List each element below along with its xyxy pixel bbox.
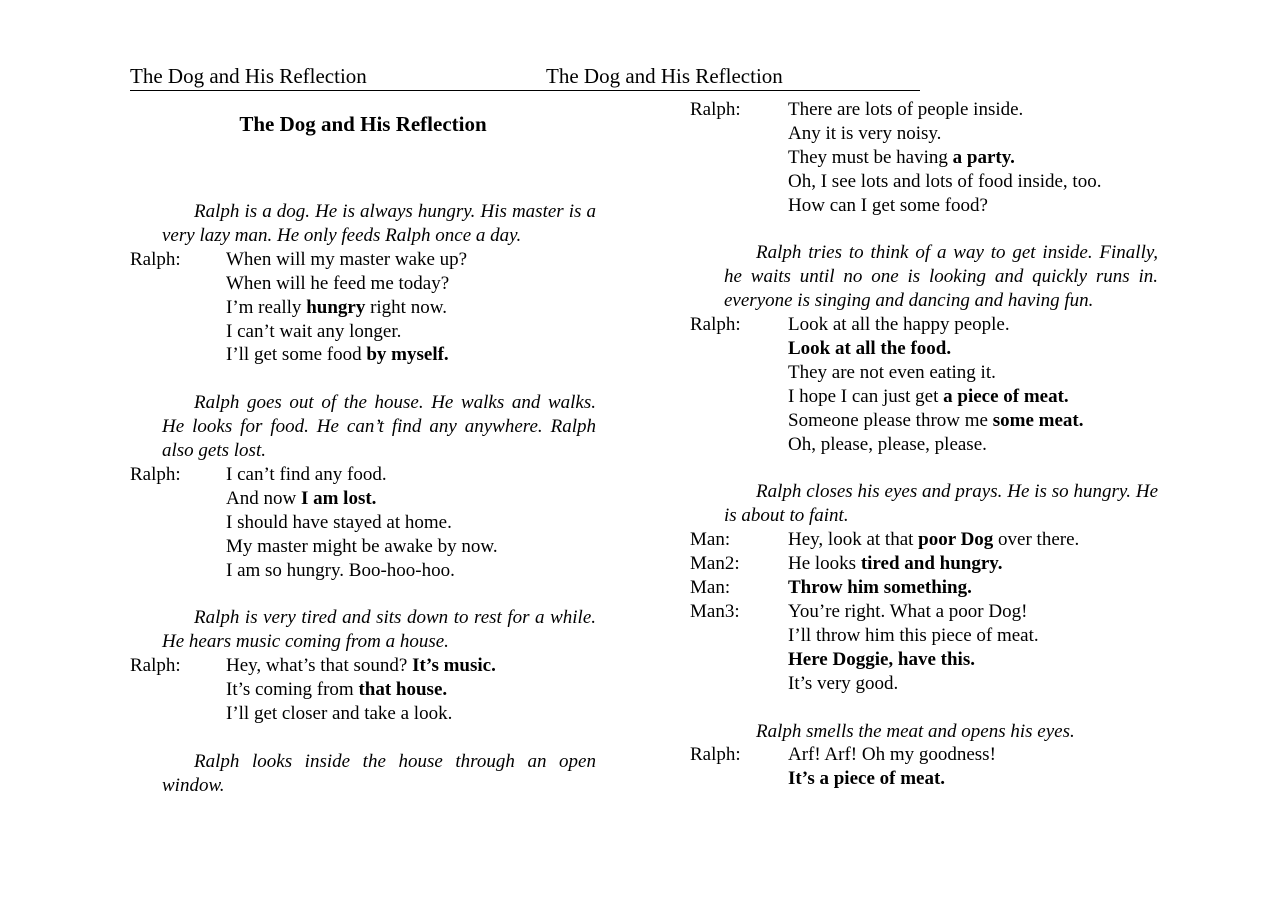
dialogue-line xyxy=(130,463,596,487)
dialogue-line xyxy=(690,361,1158,385)
story-title: The Dog and His Reflection xyxy=(239,112,487,136)
dialogue-text xyxy=(788,170,1101,194)
text-run: It’s coming from xyxy=(226,679,359,701)
speaker-label xyxy=(130,343,226,367)
dialogue-text xyxy=(226,559,455,583)
dialogue-text xyxy=(788,385,1069,409)
speaker-label xyxy=(130,320,226,344)
text-run: Look at all the happy people. xyxy=(788,314,1010,336)
dialogue-text xyxy=(226,320,401,344)
dialogue-block xyxy=(130,248,596,368)
dialogue-line xyxy=(690,146,1158,170)
dialogue-text xyxy=(788,743,996,767)
dialogue-line xyxy=(130,511,596,535)
text-run: When will my master wake up? xyxy=(226,248,468,270)
text-run: I can’t find any food. xyxy=(226,463,387,485)
dialogue-text xyxy=(788,528,1079,552)
speaker-label xyxy=(130,702,226,726)
dialogue-text xyxy=(788,194,988,218)
dialogue-block xyxy=(690,313,1158,456)
text-run: And now xyxy=(226,487,301,509)
speaker-label xyxy=(690,433,788,457)
speaker-label xyxy=(690,146,788,170)
dialogue-text xyxy=(226,487,376,511)
dialogue-line xyxy=(690,672,1158,696)
narration-paragraph: Ralph is very tired and sits down to rest for a while. He hears music coming from a house. xyxy=(162,607,596,653)
dialogue-text xyxy=(226,511,452,535)
text-run: I am so hungry. Boo-hoo-hoo. xyxy=(226,559,455,581)
dialogue-text xyxy=(788,409,1083,433)
dialogue-text xyxy=(226,296,447,320)
text-run: I should have stayed at home. xyxy=(226,511,452,533)
dialogue-line xyxy=(690,98,1158,122)
bold-phrase: that house. xyxy=(358,679,448,701)
speaker-label xyxy=(690,672,788,696)
bold-phrase: It’s a piece of meat. xyxy=(788,768,946,790)
dialogue-line xyxy=(130,702,596,726)
text-run: I can’t wait any longer. xyxy=(226,320,402,342)
text-run: I’ll get some food xyxy=(226,344,367,366)
dialogue-text xyxy=(788,624,1039,648)
dialogue-text xyxy=(788,146,1015,170)
dialogue-text xyxy=(788,576,972,600)
dialogue-text xyxy=(226,343,449,367)
text-run: How can I get some food? xyxy=(788,194,988,216)
bold-phrase: poor Dog xyxy=(918,529,994,551)
dialogue-text xyxy=(226,248,467,272)
dialogue-line xyxy=(130,678,596,702)
speaker-label xyxy=(690,385,788,409)
dialogue-line xyxy=(690,528,1158,552)
dialogue-line xyxy=(690,552,1158,576)
text-run: Hey, look at that xyxy=(788,529,919,551)
dialogue-block xyxy=(690,528,1158,695)
dialogue-text xyxy=(788,767,945,791)
speaker-label: Ralph: xyxy=(130,248,181,270)
dialogue-block xyxy=(690,743,1158,791)
dialogue-line xyxy=(690,600,1158,624)
speaker-label xyxy=(130,678,226,702)
right-column xyxy=(690,98,1158,815)
dialogue-line xyxy=(690,409,1158,433)
speaker-label: Ralph: xyxy=(130,655,181,677)
text-run: Arf! Arf! Oh my goodness! xyxy=(788,744,996,766)
text-run: Hey, what’s that sound? xyxy=(226,655,413,677)
dialogue-text xyxy=(788,600,1027,624)
speaker-label xyxy=(690,624,788,648)
dialogue-text xyxy=(788,313,1010,337)
bold-phrase: a piece of meat. xyxy=(943,385,1069,407)
narration-paragraph: Ralph tries to think of a way to get inside. Finally, he waits until no one is looking and quickly runs in. everyone is singing and dancing and having fun. xyxy=(724,242,1158,312)
dialogue-line xyxy=(130,320,596,344)
page-header xyxy=(130,62,920,91)
dialogue-text xyxy=(788,337,951,361)
text-run: I’ll throw him this piece of meat. xyxy=(788,624,1039,646)
dialogue-line xyxy=(690,313,1158,337)
speaker-label: Ralph: xyxy=(690,99,741,120)
text-run: My master might be awake by now. xyxy=(226,535,498,557)
dialogue-line xyxy=(130,559,596,583)
speaker-label xyxy=(130,487,226,511)
dialogue-text xyxy=(788,98,1023,122)
dialogue-line xyxy=(690,767,1158,791)
narration-paragraph: Ralph looks inside the house through an open window. xyxy=(162,750,596,796)
dialogue-line xyxy=(130,535,596,559)
speaker-label xyxy=(690,122,788,146)
dialogue-line xyxy=(130,248,596,272)
dialogue-block xyxy=(690,98,1158,218)
dialogue-text xyxy=(788,361,996,385)
speaker-label xyxy=(690,767,788,791)
text-run: They are not even eating it. xyxy=(788,361,996,383)
dialogue-text xyxy=(226,654,496,678)
speaker-label xyxy=(690,337,788,361)
text-run: You’re right. What a poor Dog! xyxy=(788,601,1028,622)
dialogue-text xyxy=(788,648,975,672)
narration-paragraph: Ralph closes his eyes and prays. He is so hungry. He is about to faint. xyxy=(724,481,1158,527)
dialogue-text xyxy=(226,463,387,487)
speaker-label: Ralph: xyxy=(690,744,741,766)
header-left-title: The Dog and His Reflection xyxy=(130,64,367,88)
speaker-label: Man: xyxy=(690,577,731,599)
dialogue-line xyxy=(690,743,1158,767)
text-run: Oh, I see lots and lots of food inside, too. xyxy=(788,170,1102,192)
right-column-body xyxy=(690,98,1158,791)
bold-phrase: I am lost. xyxy=(300,487,377,509)
narration-paragraph: Ralph smells the meat and opens his eyes. xyxy=(756,720,1075,742)
speaker-label xyxy=(130,559,226,583)
bold-phrase: It’s music. xyxy=(412,655,496,677)
text-run: He looks xyxy=(788,553,861,575)
bold-phrase: some meat. xyxy=(992,409,1084,431)
speaker-label xyxy=(690,194,788,218)
bold-phrase: Here Doggie, have this. xyxy=(788,648,975,670)
dialogue-line xyxy=(690,337,1158,361)
speaker-label: Man: xyxy=(690,529,731,551)
dialogue-block xyxy=(130,463,596,583)
text-run: Any it is very noisy. xyxy=(788,122,942,144)
speaker-label xyxy=(130,272,226,296)
speaker-label: Ralph: xyxy=(690,314,741,336)
speaker-label xyxy=(690,648,788,672)
bold-phrase: by myself. xyxy=(366,344,449,366)
narration-paragraph: Ralph goes out of the house. He walks and walks. He looks for food. He can’t find any anywhere. Ralph also gets lost. xyxy=(162,392,596,462)
bold-phrase: hungry xyxy=(306,296,366,318)
dialogue-line xyxy=(690,648,1158,672)
bold-phrase: a party. xyxy=(952,146,1015,168)
speaker-label: Man2: xyxy=(690,553,740,575)
text-run: There are lots of people inside. xyxy=(788,99,1024,120)
dialogue-text xyxy=(226,702,452,726)
dialogue-line xyxy=(690,433,1158,457)
dialogue-line xyxy=(130,487,596,511)
text-run: over there. xyxy=(993,529,1080,551)
bold-phrase: Look at all the food. xyxy=(788,338,952,360)
text-run: It’s very good. xyxy=(788,672,899,694)
text-run: I’m really xyxy=(226,296,307,318)
text-run: I’ll get closer and take a look. xyxy=(226,703,453,724)
speaker-label xyxy=(690,170,788,194)
dialogue-line xyxy=(130,272,596,296)
dialogue-text xyxy=(788,672,898,696)
dialogue-text xyxy=(226,535,498,559)
dialogue-line xyxy=(130,296,596,320)
dialogue-text xyxy=(788,433,987,457)
speaker-label xyxy=(130,296,226,320)
dialogue-text xyxy=(226,272,449,296)
speaker-label xyxy=(130,535,226,559)
narration-paragraph: Ralph is a dog. He is always hungry. His master is a very lazy man. He only feeds Ralph once a day. xyxy=(162,201,596,246)
text-run: They must be having xyxy=(788,146,953,168)
speaker-label xyxy=(690,409,788,433)
left-column-body xyxy=(130,200,596,798)
dialogue-block xyxy=(130,654,596,726)
speaker-label xyxy=(690,361,788,385)
dialogue-text xyxy=(788,122,941,146)
dialogue-line xyxy=(690,385,1158,409)
bold-phrase: tired and hungry. xyxy=(860,553,1003,575)
dialogue-line xyxy=(690,624,1158,648)
text-run: Oh, please, please, please. xyxy=(788,433,987,455)
dialogue-text xyxy=(226,678,447,702)
text-run: When will he feed me today? xyxy=(226,272,450,294)
text-run: Someone please throw me xyxy=(788,409,993,431)
dialogue-line xyxy=(130,654,596,678)
dialogue-line xyxy=(690,576,1158,600)
dialogue-line xyxy=(130,343,596,367)
dialogue-line xyxy=(690,122,1158,146)
speaker-label: Man3: xyxy=(690,601,740,622)
speaker-label: Ralph: xyxy=(130,463,181,485)
bold-phrase: Throw him something. xyxy=(788,577,972,599)
header-right-title: The Dog and His Reflection xyxy=(546,64,783,88)
left-column xyxy=(130,110,596,798)
dialogue-line xyxy=(690,194,1158,218)
dialogue-line xyxy=(690,170,1158,194)
text-run: I hope I can just get xyxy=(788,385,944,407)
speaker-label xyxy=(130,511,226,535)
text-run: right now. xyxy=(365,296,447,318)
dialogue-text xyxy=(788,552,1003,576)
